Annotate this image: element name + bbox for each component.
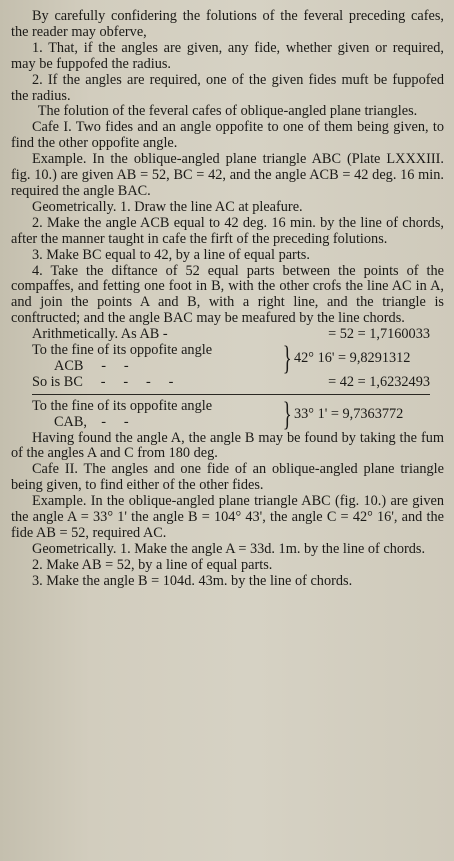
calc-value-sine-acb: 42° 16' = 9,8291312 [294, 349, 411, 366]
calc-label-sine-cab: To the fine of its oppofite angle [32, 397, 213, 414]
brace-glyph: } [282, 395, 292, 433]
calc-row-so-is [32, 375, 430, 391]
case-2-geometric-step-3: 3. Make the angle B = 104d. 43m. by the line of chords. [32, 572, 353, 589]
cut-off-line [11, 590, 444, 598]
case-2-geometric-step-1: Geometrically. 1. Make the angle A = 33d. 1m. by the line of chords. [32, 540, 426, 557]
observation-1: 1. That, if the angles are given, any fide, whether given or required, may be fuppofed the radius. [11, 39, 444, 72]
brace-glyph: } [282, 339, 292, 377]
calc-row-as [32, 327, 430, 343]
finding-angle-b: Having found the angle A, the angle B may be found by taking the fum of the angles A and C from 180 deg. [11, 429, 444, 462]
calc-label-so-is: So is BC - - - - [32, 373, 174, 390]
geometric-step-1: Geometrically. 1. Draw the line AC at pleafure. [32, 198, 303, 215]
section-heading: The folution of the feveral cafes of oblique-angled plane triangles. [37, 103, 418, 120]
observation-2: 2. If the angles are required, one of the given fides muft be fuppofed the radius. [11, 71, 444, 104]
arithmetic-calculation [11, 326, 444, 433]
example-1: Example. In the oblique-angled plane triangle ABC (Plate LXXXIII. fig. 10.) are given AB = 52, BC = 42, and the angle ACB = 42 deg. 16 min. required the angle BAC. [11, 151, 444, 199]
calc-value-as: = 52 = 1,7160033 [328, 326, 430, 343]
case-2-geometric-step-2: 2. Make AB = 52, by a line of equal parts. [32, 556, 273, 573]
geometric-step-2: 2. Make the angle ACB equal to 42 deg. 16 min. by the line of chords, after the manner taught in cafe the firft of the preceding folutions. [11, 214, 444, 247]
geometric-step-4: 4. Take the diftance of 52 equal parts between the points of the compaffes, and fetting one foot in B, with the other crofs the line AC in A, and join the points A and B, with a right line, and the triangle is conftructed; and the angle BAC may be meafured by the line chords. [11, 262, 444, 327]
calc-value-so-is: = 42 = 1,6232493 [328, 373, 430, 390]
example-2: Example. In the oblique-angled plane triangle ABC (fig. 10.) are given the angle A = 33° 1' the angle B = 104° 43', the angle C = 42° 16', and the fide AB = 52, required AC. [11, 493, 444, 541]
case-1-statement: Cafe I. Two fides and an angle oppofite to one of them being given, to find the other oppofite angle. [11, 119, 444, 152]
intro-paragraph: By carefully confidering the folutions of the feveral preceding cafes, the reader may obferve, [11, 8, 444, 40]
calc-label-sine-acb: To the fine of its oppofite angle [32, 342, 213, 359]
geometric-step-3: 3. Make BC equal to 42, by a line of equal parts. [32, 246, 310, 263]
calc-row-sine-acb [32, 339, 430, 377]
calc-label-cab: CAB, - - [54, 413, 129, 430]
calc-value-sine-cab: 33° 1' = 9,7363772 [294, 405, 404, 422]
calc-label-acb: ACB - - [54, 357, 129, 374]
calc-divider [32, 394, 430, 395]
calc-row-sine-cab [32, 395, 430, 433]
calc-label-as: Arithmetically. As AB - [32, 326, 168, 343]
case-2-statement: Cafe II. The angles and one fide of an oblique-angled plane triangle being given, to find either of the other fides. [11, 461, 444, 494]
